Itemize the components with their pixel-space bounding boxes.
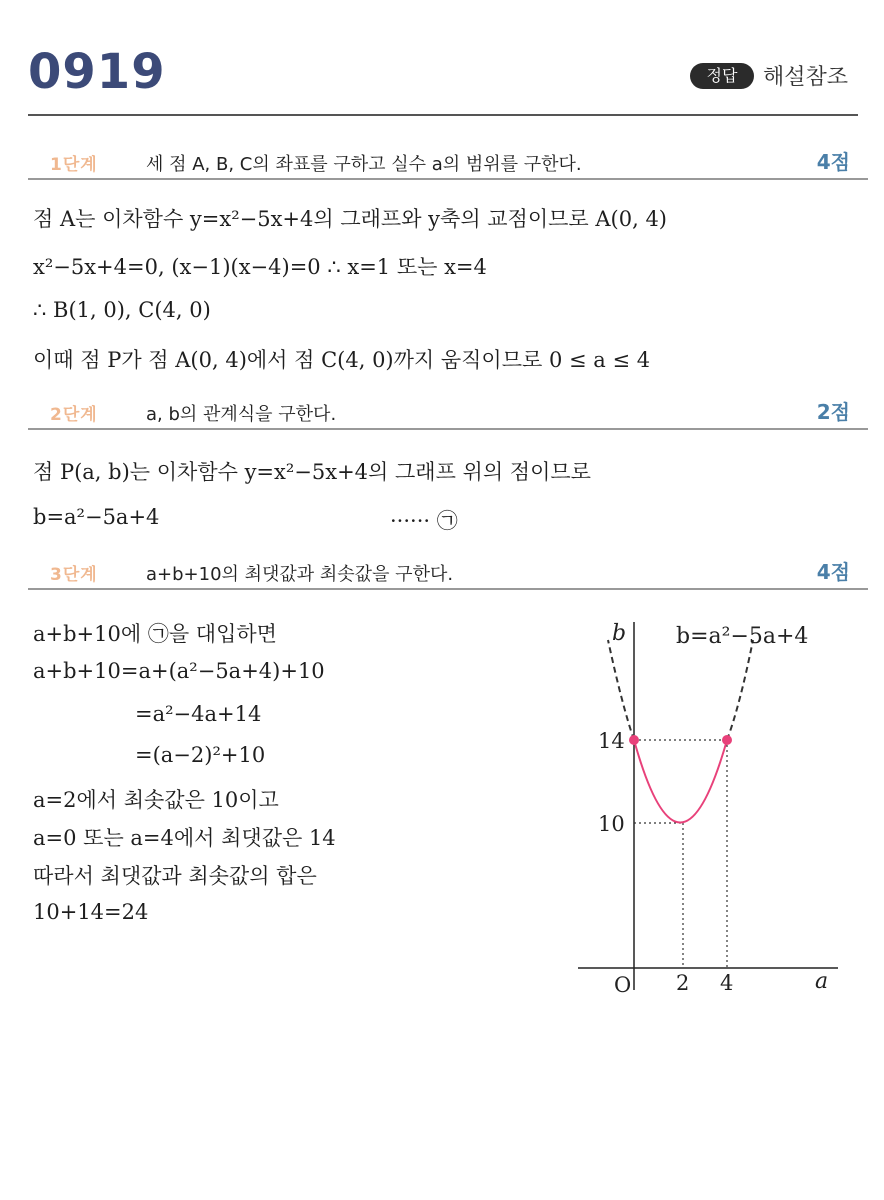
x-tick-2: 2 — [676, 971, 690, 995]
step-3-label: 3단계 — [50, 565, 98, 585]
problem-number: 0919 — [28, 44, 166, 100]
step-3-line-1: a+b+10에 ㉠을 대입하면 — [33, 622, 277, 646]
step-1-points: 4점 — [816, 150, 850, 174]
step-1-line-1: 점 A는 이차함수 y=x²−5x+4의 그래프와 y축의 교점이므로 A(0, 4) — [33, 207, 668, 231]
answer-badge: 정답 — [690, 63, 754, 89]
step-2-desc: a, b의 관계식을 구한다. — [146, 404, 337, 425]
step-1-line-3: ∴ B(1, 0), C(4, 0) — [33, 298, 211, 322]
step-3-line-4: =(a−2)²+10 — [135, 743, 266, 767]
step-3-line-2: a+b+10=a+(a²−5a+4)+10 — [33, 659, 325, 683]
step-3-line-5: a=2에서 최솟값은 10이고 — [33, 788, 279, 812]
step-2-label: 2단계 — [50, 405, 98, 425]
curve-ext-left — [608, 640, 634, 740]
step-1-line-2: x²−5x+4=0, (x−1)(x−4)=0 ∴ x=1 또는 x=4 — [33, 255, 487, 279]
curve-label: b=a²−5a+4 — [676, 624, 809, 649]
parabola-curve — [634, 740, 727, 823]
step-2-line-2: b=a²−5a+4 — [33, 505, 160, 529]
step-1-line-4: 이때 점 P가 점 A(0, 4)에서 점 C(4, 0)까지 움직이므로 0 ≤ a ≤ 4 — [33, 348, 651, 372]
curve-ext-right — [727, 640, 753, 740]
equation-marker: ······ ㉠ — [390, 509, 458, 533]
step-3-line-8: 10+14=24 — [33, 900, 149, 924]
step-2-points: 2점 — [816, 400, 850, 424]
step-2-line-1: 점 P(a, b)는 이차함수 y=x²−5x+4의 그래프 위의 점이므로 — [33, 460, 591, 484]
endpoint-left — [629, 735, 639, 745]
step-3-points: 4점 — [816, 560, 850, 584]
axis-a-label: a — [815, 969, 829, 994]
origin-label: O — [614, 973, 632, 997]
step-3-line-7: 따라서 최댓값과 최솟값의 합은 — [33, 864, 317, 888]
step-3-line-3: =a²−4a+14 — [135, 702, 262, 726]
endpoint-right — [722, 735, 732, 745]
answer-reference: 해설참조 — [763, 65, 849, 90]
axis-b-label: b — [612, 621, 627, 646]
step-1-label: 1단계 — [50, 155, 98, 175]
x-tick-4: 4 — [720, 971, 734, 995]
step-3-desc: a+b+10의 최댓값과 최솟값을 구한다. — [146, 564, 454, 585]
y-tick-10: 10 — [598, 812, 625, 836]
step-3-line-6: a=0 또는 a=4에서 최댓값은 14 — [33, 826, 336, 850]
y-tick-14: 14 — [598, 729, 625, 753]
step-1-desc: 세 점 A, B, C의 좌표를 구하고 실수 a의 범위를 구한다. — [146, 154, 582, 175]
